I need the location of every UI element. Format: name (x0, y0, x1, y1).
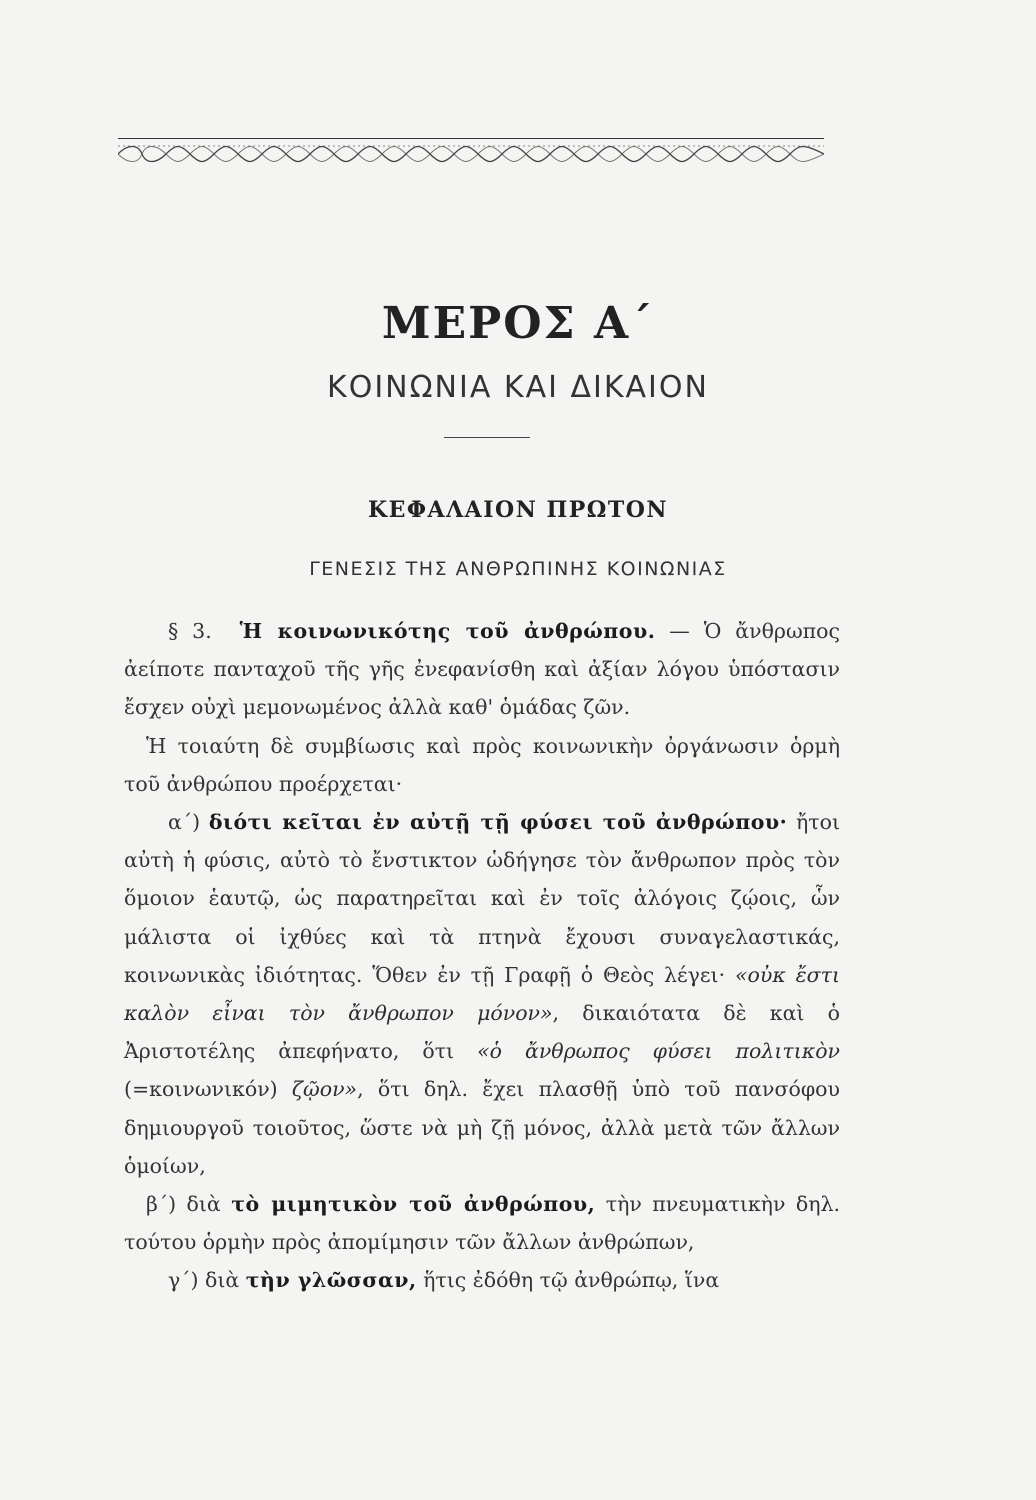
part-title: ΜΕΡΟΣ Α΄ (381, 298, 655, 349)
ornament-band (118, 142, 824, 166)
point-c-text: ἥτις ἐδόθη τῷ ἀνθρώπῳ, ἵνα (416, 1268, 720, 1293)
point-b (124, 1185, 840, 1261)
point-a-text-2: , δικαιότατα δὲ καὶ ὁ Ἀριστοτέλης ἀπεφήνατο, ὅτι (124, 1001, 840, 1064)
point-a-bold: διότι κεῖται ἐν αὐτῇ τῇ φύσει τοῦ ἀνθρώπου· (208, 810, 788, 835)
part-subtitle: ΚΟΙΝΩΝΙΑ ΚΑΙ ΔΙΚΑΙΟΝ (327, 370, 709, 405)
point-b-bold: τὸ μιμητικὸν τοῦ ἀνθρώπου, (231, 1192, 596, 1217)
section-paragraph-1 (124, 612, 840, 727)
point-b-label: β΄) διὰ (146, 1192, 232, 1217)
point-a-text-3: , ὅτι δηλ. ἔχει πλασθῇ ὑπὸ τοῦ πανσόφου δημιουργοῦ τοιοῦτος, ὥστε νὰ μὴ ζῇ μόνος, ἀλλὰ μετὰ τῶν ἄλλων ὁμοίων, (124, 1077, 840, 1178)
point-a-quote-2a: «ὁ ἄνθρωπος φύσει πολιτικὸν (477, 1039, 841, 1064)
paragraph-1-text: Ὁ ἄνθρωπος ἀείποτε πανταχοῦ τῆς γῆς ἐνεφανίσθη καὶ ἀξίαν λόγου ὑπόστασιν ἔσχεν οὐχὶ μεμονωμένος ἀλλὰ καθ' ὁμάδας ζῶν. (124, 619, 840, 720)
header-rule (118, 138, 824, 139)
point-a (124, 803, 840, 1185)
section-paragraph-2: Ἡ τοιαύτη δὲ συμβίωσις καὶ πρὸς κοινωνικὴν ὀργάνωσιν ὁρμὴ τοῦ ἀνθρώπου προέρχεται· (124, 733, 840, 796)
section-dash: — (655, 619, 704, 643)
point-c-label: γ΄) διὰ (168, 1268, 246, 1293)
body-text (124, 612, 840, 1300)
chapter-title: ΚΕΦΑΛΑΙΟΝ ΠΡΩΤΟΝ (367, 497, 669, 523)
section-number: § 3. (168, 619, 212, 643)
point-a-quote-1: «οὐκ ἔστι καλὸν εἶναι τὸν ἄνθρωπον μόνον» (124, 962, 840, 1026)
section-heading: Ἡ κοινωνικότης τοῦ ἀνθρώπου. (239, 619, 656, 643)
point-a-paren: (=κοινωνικόν) (124, 1077, 292, 1102)
point-c (124, 1261, 840, 1299)
point-b-text: τὴν πνευματικὴν δηλ. τούτου ὁρμὴν πρὸς ἀπομίμησιν τῶν ἄλλων ἀνθρώπων, (124, 1192, 840, 1255)
point-c-bold: τὴν γλῶσσαν, (245, 1268, 417, 1293)
point-a-label: α΄) (168, 810, 209, 835)
chapter-subtitle: ΓΕΝΕΣΙΣ ΤΗΣ ΑΝΘΡΩΠΙΝΗΣ ΚΟΙΝΩΝΙΑΣ (309, 558, 727, 580)
point-a-text-1: ἤτοι αὐτὴ ἡ φύσις, αὐτὸ τὸ ἔνστικτον ὡδήγησε τὸν ἄνθρωπον πρὸς τὸν ὅμοιον ἑαυτῷ, ὡς παρατηρεῖται καὶ ἐν τοῖς ἀλόγοις ζῴοις, ὧν μάλιστα οἱ ἰχθύες καὶ τὰ πτηνὰ ἔχουσι συναγελαστικάς, κοινωνικὰς ἰδιότητας. Ὅθεν ἐν τῇ Γραφῇ ὁ Θεὸς λέγει· (124, 810, 841, 987)
point-a-quote-2b: ζῷον» (291, 1077, 358, 1102)
divider-rule (444, 437, 530, 438)
